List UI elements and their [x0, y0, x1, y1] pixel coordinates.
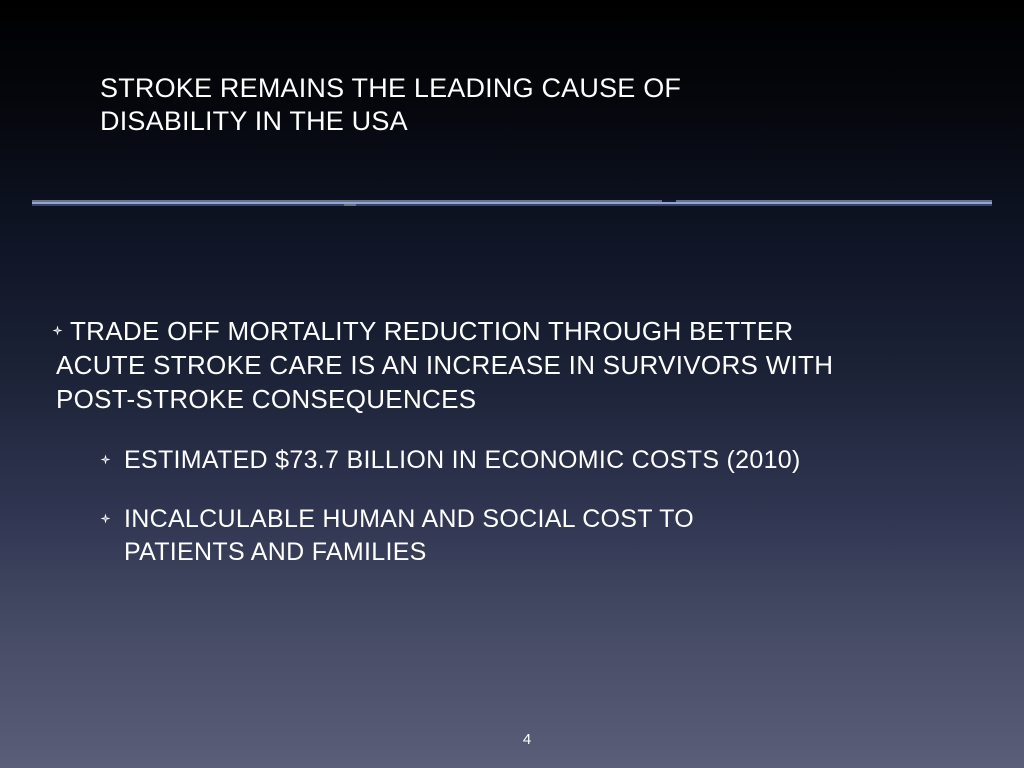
main-bullet-line-1: TRADE OFF MORTALITY REDUCTION THROUGH BETTER	[70, 316, 794, 346]
page-number: 4	[522, 731, 532, 748]
sub-bullet-text	[124, 444, 1004, 477]
slide-title-line-2: DISABILITY IN THE USA	[100, 106, 408, 136]
main-bullet-line-2: ACUTE STROKE CARE IS AN INCREASE IN SURVIVORS WITH	[56, 350, 834, 380]
slide-title-line-1: STROKE REMAINS THE LEADING CAUSE OF	[100, 73, 682, 103]
main-bullet-line-3: POST-STROKE CONSEQUENCES	[56, 384, 477, 414]
sub-bullet-line-2: PATIENTS AND FAMILIES	[124, 538, 427, 566]
sub-bullet-text	[124, 503, 1004, 569]
sub-bullet-economic-costs	[124, 444, 1004, 477]
sub-bullet-line-1: INCALCULABLE HUMAN AND SOCIAL COST TO	[124, 505, 695, 533]
sub-bullet-human-cost	[124, 503, 1004, 569]
fleuron-bullet-icon	[100, 513, 111, 524]
title-divider	[32, 199, 992, 207]
fleuron-bullet-icon	[52, 325, 63, 336]
main-bullet-text	[56, 314, 1006, 416]
fleuron-bullet-icon	[100, 454, 111, 465]
slide-title	[100, 72, 920, 138]
main-bullet	[56, 314, 1006, 416]
sub-bullet-line: ESTIMATED $73.7 BILLION IN ECONOMIC COSTS (2010)	[124, 446, 801, 474]
